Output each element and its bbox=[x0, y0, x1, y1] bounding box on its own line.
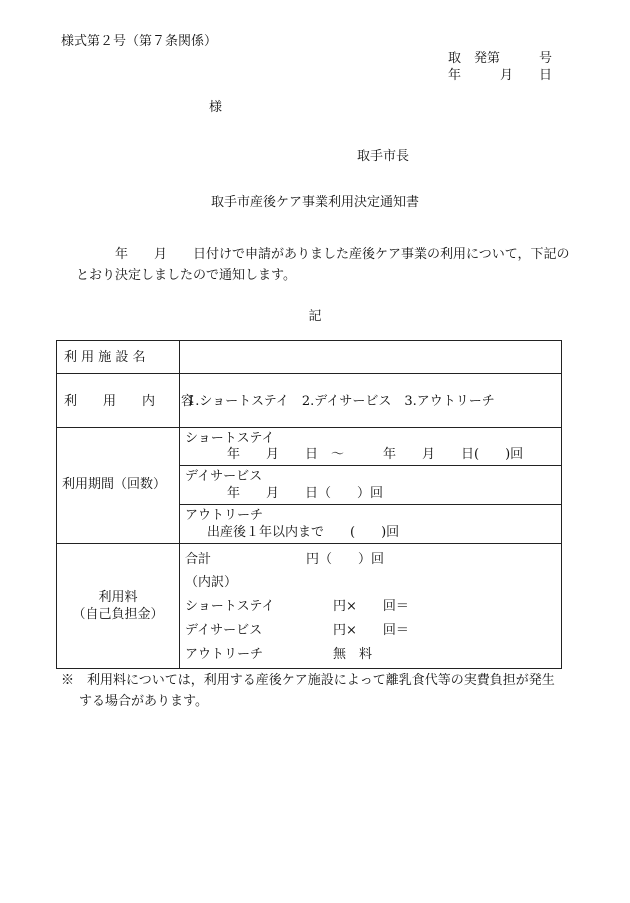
decision-table bbox=[56, 340, 562, 669]
body-line-1: 年 月 日付けで申請がありました産後ケア事業の利用について，下記の bbox=[76, 247, 570, 262]
period-day-service-name: デイサービス bbox=[185, 469, 263, 484]
fee-breakdown-label: （内訳） bbox=[185, 575, 238, 590]
content-label: 利 用 内 容 bbox=[64, 394, 195, 409]
footnote bbox=[61, 670, 571, 712]
row-divider bbox=[57, 543, 561, 544]
ki-heading: 記 bbox=[308, 309, 322, 324]
footnote-line-2: する場合があります。 bbox=[79, 694, 208, 709]
column-divider bbox=[179, 341, 180, 668]
sub-row-divider bbox=[179, 504, 561, 505]
period-short-stay-detail: 年 月 日 ～ 年 月 日( )回 bbox=[227, 447, 524, 462]
sub-row-divider bbox=[179, 465, 561, 466]
sender: 取手市長 bbox=[357, 149, 410, 164]
facility-label: 利 用 施 設 名 bbox=[64, 350, 146, 365]
row-divider bbox=[57, 427, 561, 428]
fee-outreach-name: アウトリーチ bbox=[185, 647, 264, 662]
page-title: 取手市産後ケア事業利用決定通知書 bbox=[210, 195, 419, 210]
row-divider bbox=[57, 373, 561, 374]
period-day-service-detail: 年 月 日（ ）回 bbox=[227, 486, 384, 501]
content-value: 1.ショートステイ 2.デイサービス 3.アウトリーチ bbox=[187, 394, 495, 409]
period-outreach-name: アウトリーチ bbox=[185, 508, 264, 523]
body-line-2: とおり決定しましたので通知します。 bbox=[76, 268, 296, 283]
fee-outreach-detail: 無 料 bbox=[333, 647, 373, 662]
fee-label-line-2: （自己負担金） bbox=[72, 607, 164, 622]
fee-day-service-name: デイサービス bbox=[185, 623, 263, 638]
addressee: 様 bbox=[209, 100, 223, 115]
form-number: 様式第２号（第７条関係） bbox=[61, 34, 218, 49]
body-paragraph bbox=[76, 244, 572, 286]
period-outreach-detail: 出産後１年以内まで ( )回 bbox=[207, 525, 400, 540]
fee-total-detail: 円（ ）回 bbox=[306, 552, 385, 567]
fee-day-service-detail: 円× 回＝ bbox=[333, 623, 409, 638]
fee-total-label: 合計 bbox=[185, 552, 212, 567]
fee-label-line-1: 利用料 bbox=[98, 590, 138, 605]
fee-short-stay-name: ショートステイ bbox=[185, 599, 275, 614]
period-label: 利用期間（回数） bbox=[62, 477, 167, 492]
footnote-line-1: ※ 利用料については，利用する産後ケア施設によって離乳食代等の実費負担が発生 bbox=[61, 673, 555, 688]
period-short-stay-name: ショートステイ bbox=[185, 431, 275, 446]
fee-short-stay-detail: 円× 回＝ bbox=[333, 599, 409, 614]
document-date: 年 月 日 bbox=[448, 68, 553, 83]
document-number: 取 発第 号 bbox=[448, 51, 553, 66]
